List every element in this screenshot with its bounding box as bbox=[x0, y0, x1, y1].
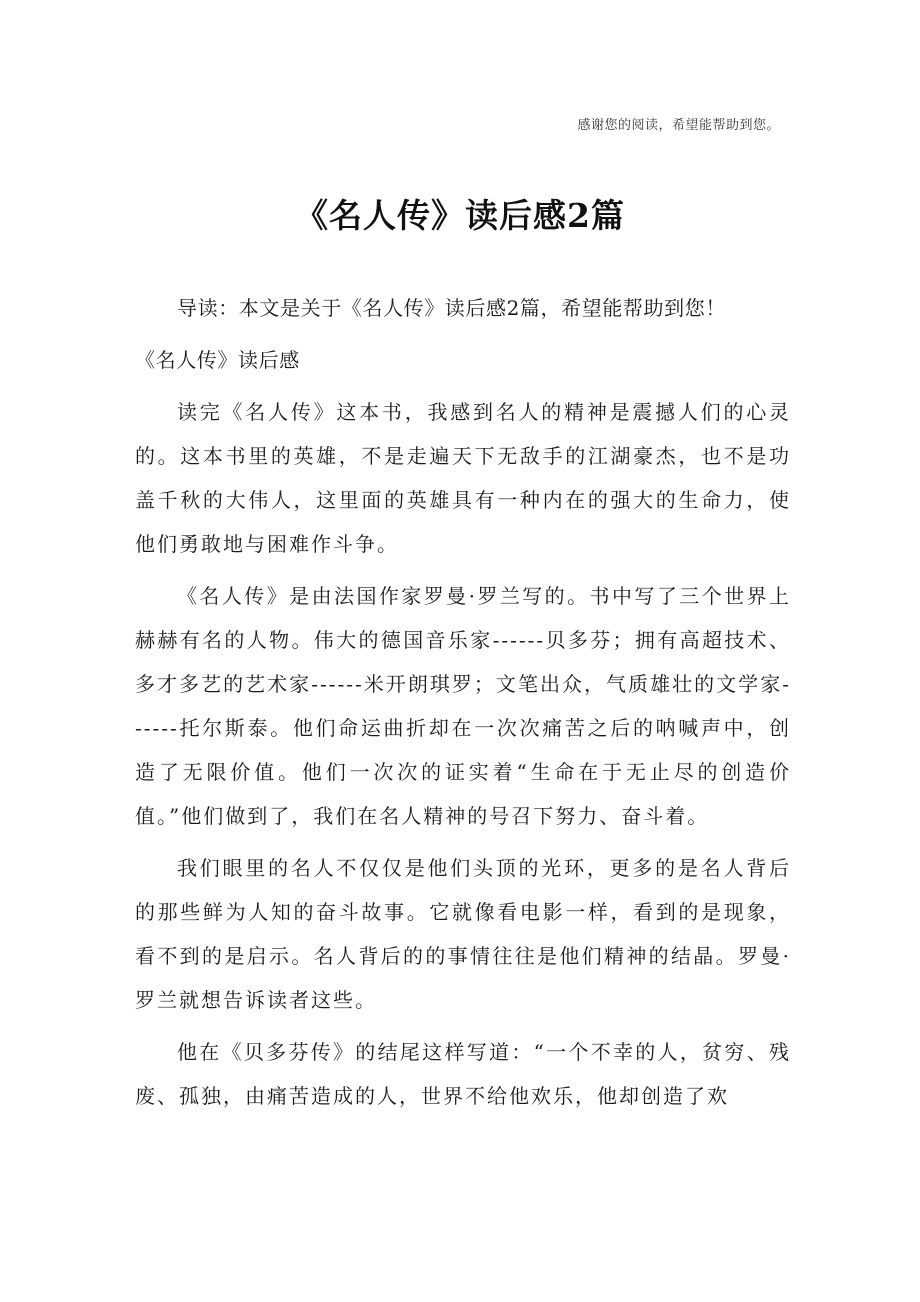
body-paragraph-1: 读完《名人传》这本书，我感到名人的精神是震撼人们的心灵的。这本书里的英雄，不是走遍天下无敌手的江湖豪杰，也不是功盖千秋的大伟人，这里面的英雄具有一种内在的强大的生命力，使他们勇敢地与困难作斗争。 bbox=[135, 400, 791, 556]
document-title: 《名人传》读后感2篇 bbox=[295, 196, 625, 235]
header-note: 感谢您的阅读，希望能帮助到您。 bbox=[577, 118, 780, 133]
document-body bbox=[135, 286, 791, 1118]
body-paragraph-3: 我们眼里的名人不仅仅是他们头顶的光环，更多的是名人背后的那些鲜为人知的奋斗故事。它就像看电影一样，看到的是现象，看不到的是启示。名人背后的的事情往往是他们精神的结晶。罗曼·罗兰就想告诉读者这些。 bbox=[135, 856, 791, 1012]
body-paragraph-2: 《名人传》是由法国作家罗曼·罗兰写的。书中写了三个世界上赫赫有名的人物。伟大的德国音乐家------贝多芬；拥有高超技术、多才多艺的艺术家------米开朗琪罗；文笔出众，气质雄壮的文学家------托尔斯泰。他们命运曲折却在一次次痛苦之后的呐喊声中，创造了无限价值。他们一次次的证实着“生命在于无止尽的创造价值。”他们做到了，我们在名人精神的号召下努力、奋斗着。 bbox=[135, 584, 791, 828]
section-heading: 《名人传》读后感 bbox=[135, 348, 300, 372]
body-paragraph-4: 他在《贝多芬传》的结尾这样写道：“一个不幸的人，贫穷、残废、孤独，由痛苦造成的人，世界不给他欢乐，他却创造了欢 bbox=[135, 1040, 791, 1108]
intro-paragraph: 导读：本文是关于《名人传》读后感2篇，希望能帮助到您！ bbox=[177, 296, 726, 320]
